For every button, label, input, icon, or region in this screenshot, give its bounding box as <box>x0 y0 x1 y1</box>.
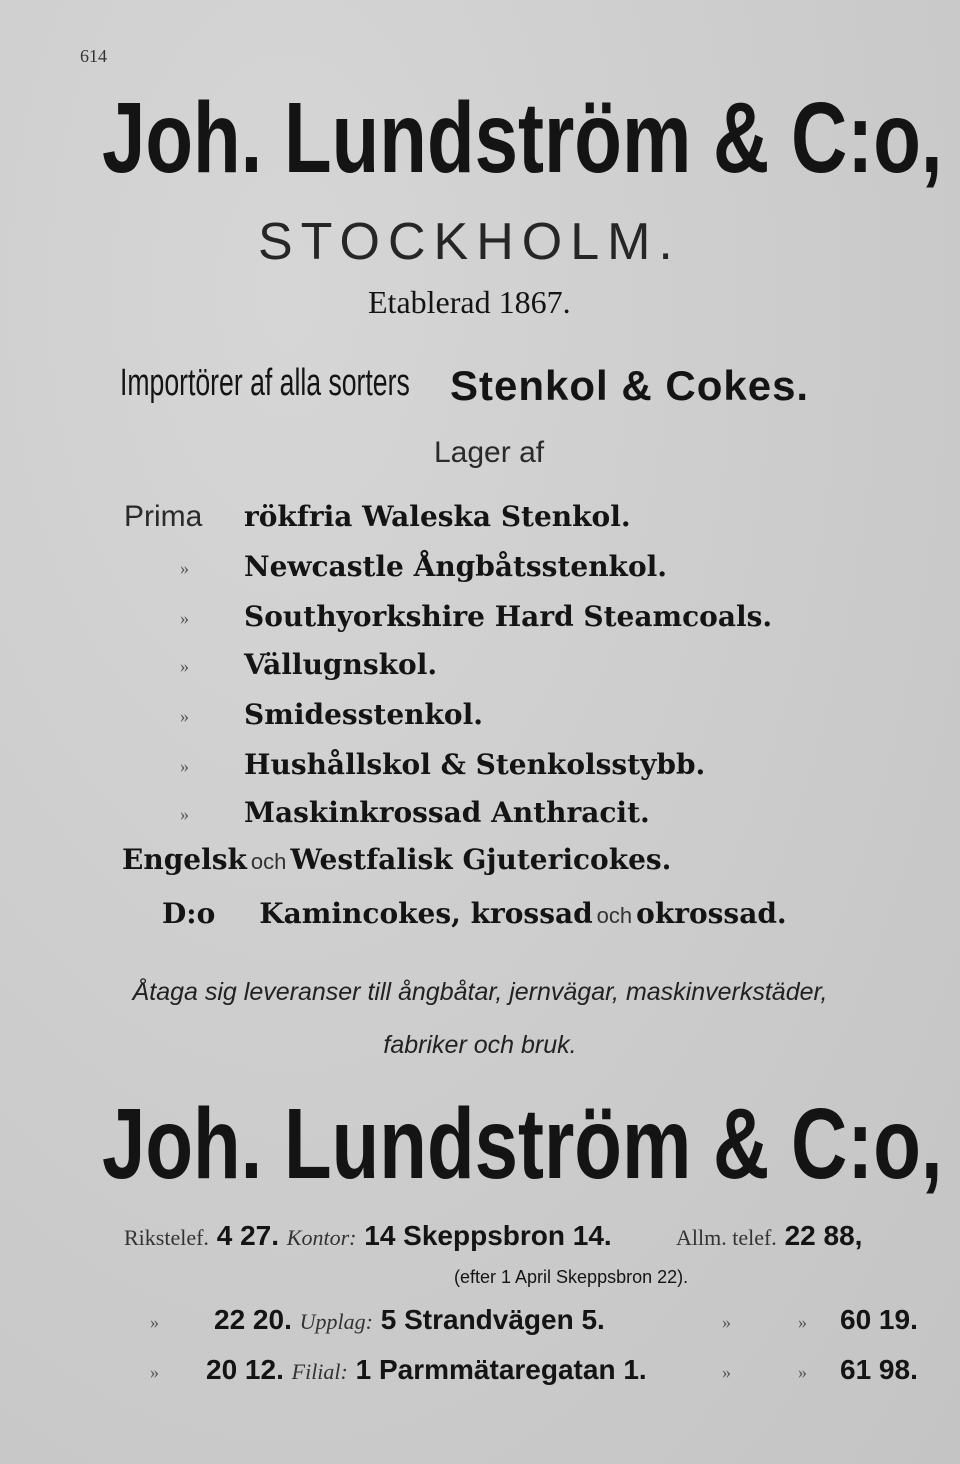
deliveries-line-1: Åtaga sig leveranser till ångbåtar, jernvägar, maskinverkstäder, <box>132 978 828 1006</box>
coal-item: Newcastle Ångbåtsstenkol. <box>244 550 668 583</box>
contact-storage-row <box>214 1304 605 1336</box>
allm-office-number: 22 88, <box>784 1220 863 1251</box>
ditto-mark: » <box>180 656 189 676</box>
uncrushed-label: okrossad. <box>636 897 787 930</box>
storage-address: 5 Strandvägen 5. <box>380 1304 605 1335</box>
kamin-coke-line <box>162 897 787 930</box>
allm-office-cell <box>676 1220 862 1252</box>
importers-prefix: Importörer af alla sorters <box>120 362 410 404</box>
page-number: 614 <box>80 46 107 66</box>
stock-label: Lager af <box>434 436 545 469</box>
deliveries-line-2: fabriker och bruk. <box>383 1031 577 1059</box>
importers-products: Stenkol & Cokes. <box>450 362 810 409</box>
ditto-mark: » <box>180 706 189 726</box>
coal-item: Hushållskol & Stenkolsstybb. <box>244 748 706 781</box>
ditto-mark: » <box>180 756 189 776</box>
coal-item: Southyorkshire Hard Steamcoals. <box>244 600 773 633</box>
ditto-mark: » <box>180 804 189 824</box>
importers-line <box>120 362 809 410</box>
contact-branch-row <box>206 1354 647 1386</box>
office-address: 14 Skeppsbron 14. <box>364 1220 612 1251</box>
riks-label: Rikstelef. <box>124 1225 209 1250</box>
grade-label: Prima <box>124 500 203 533</box>
ditto-mark: » <box>180 608 189 628</box>
ditto-mark: » <box>150 1362 159 1382</box>
firm-name-heading: Joh. Lundström & C:o, <box>102 82 943 194</box>
english-label: Engelsk <box>122 843 247 876</box>
kamin-coke: Kamincokes, krossad <box>259 897 593 930</box>
firm-name-footer: Joh. Lundström & C:o, <box>102 1088 943 1200</box>
conjunction: och <box>250 849 287 874</box>
ditto-label: D:o <box>162 897 216 930</box>
westfalian-coke: Westfalisk Gjutericokes. <box>290 843 672 876</box>
established-year: Etablerad 1867. <box>368 284 571 320</box>
riks-office-number: 4 27. <box>216 1220 279 1251</box>
coal-item: rökfria Waleska Stenkol. <box>244 500 631 533</box>
allm-label: Allm. telef. <box>676 1225 777 1250</box>
ditto-mark: » <box>798 1362 807 1382</box>
office-move-note: (efter 1 April Skeppsbron 22). <box>454 1267 689 1287</box>
coal-item: Maskinkrossad Anthracit. <box>244 796 650 829</box>
ditto-mark: » <box>798 1312 807 1332</box>
ditto-mark: » <box>722 1362 731 1382</box>
allm-branch-number: 61 98. <box>840 1354 918 1385</box>
english-coke-line <box>122 843 671 876</box>
coal-item: Vällugnskol. <box>244 648 438 681</box>
office-label: Kontor: <box>286 1225 357 1250</box>
ditto-mark: » <box>722 1312 731 1332</box>
conjunction: och <box>596 903 633 928</box>
city-name: STOCKHOLM. <box>258 213 681 271</box>
riks-branch-number: 20 12. <box>206 1354 284 1385</box>
ditto-mark: » <box>180 558 189 578</box>
storage-label: Upplag: <box>299 1309 373 1334</box>
branch-label: Filial: <box>291 1359 348 1384</box>
allm-storage-number: 60 19. <box>840 1304 918 1335</box>
coal-item: Smidesstenkol. <box>244 698 483 731</box>
riks-storage-number: 22 20. <box>214 1304 292 1335</box>
contact-office-row <box>124 1220 612 1252</box>
ditto-mark: » <box>150 1312 159 1332</box>
branch-address: 1 Parmmätaregatan 1. <box>355 1354 647 1385</box>
